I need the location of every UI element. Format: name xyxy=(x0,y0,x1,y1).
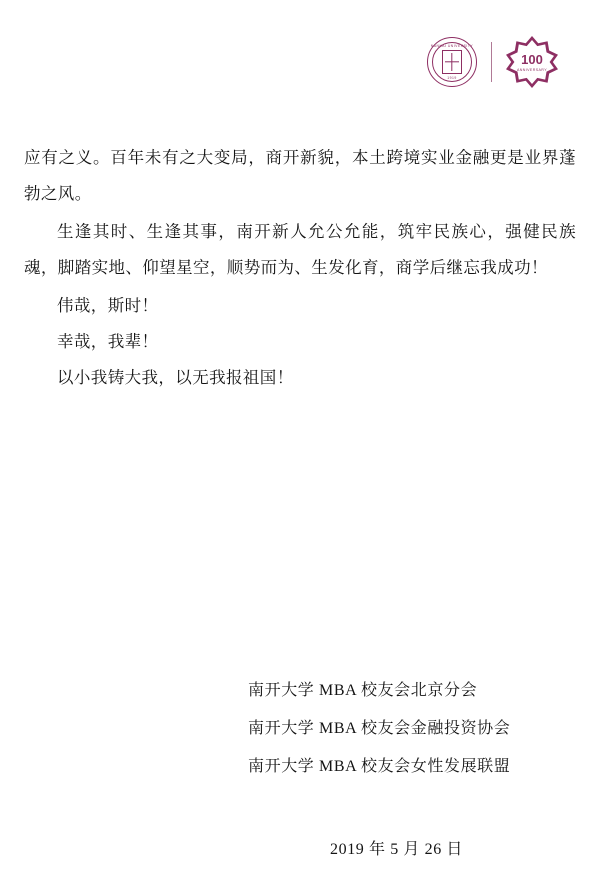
seal-inner-mark xyxy=(442,50,462,74)
anniversary-number: 100 xyxy=(521,51,543,67)
signature-block xyxy=(248,672,576,786)
paragraph-1: 应有之义。百年未有之大变局，商开新貌，本土跨境实业金融更是业界蓬勃之风。 xyxy=(24,148,576,203)
document-header xyxy=(427,36,558,88)
signature-line: 南开大学 MBA 校友会金融投资协会 xyxy=(248,720,511,737)
paragraph-3: 伟哉，斯时！ xyxy=(57,296,159,315)
paragraph-4: 幸哉，我辈！ xyxy=(57,332,159,351)
signature-line: 南开大学 MBA 校友会女性发展联盟 xyxy=(248,758,511,775)
paragraph-5: 以小我铸大我，以无我报祖国！ xyxy=(57,368,294,387)
document-body xyxy=(24,140,576,396)
paragraph-2: 生逢其时、生逢其事，南开新人允公允能，筑牢民族心，强健民族魂，脚踏实地、仰望星空，顺势而为、生发化育，商学后继忘我成功！ xyxy=(24,222,576,277)
signature-line: 南开大学 MBA 校友会北京分会 xyxy=(248,682,478,699)
header-divider xyxy=(491,42,492,82)
nankai-university-seal-icon xyxy=(427,37,477,87)
seal-bottom-text: 1919 xyxy=(447,76,457,80)
centennial-star-icon xyxy=(506,36,558,88)
seal-top-text: NANKAI UNIVERSITY xyxy=(430,44,474,48)
document-date: 2019 年 5 月 26 日 xyxy=(330,841,463,858)
anniversary-subtitle: ANNIVERSARY xyxy=(516,67,548,72)
